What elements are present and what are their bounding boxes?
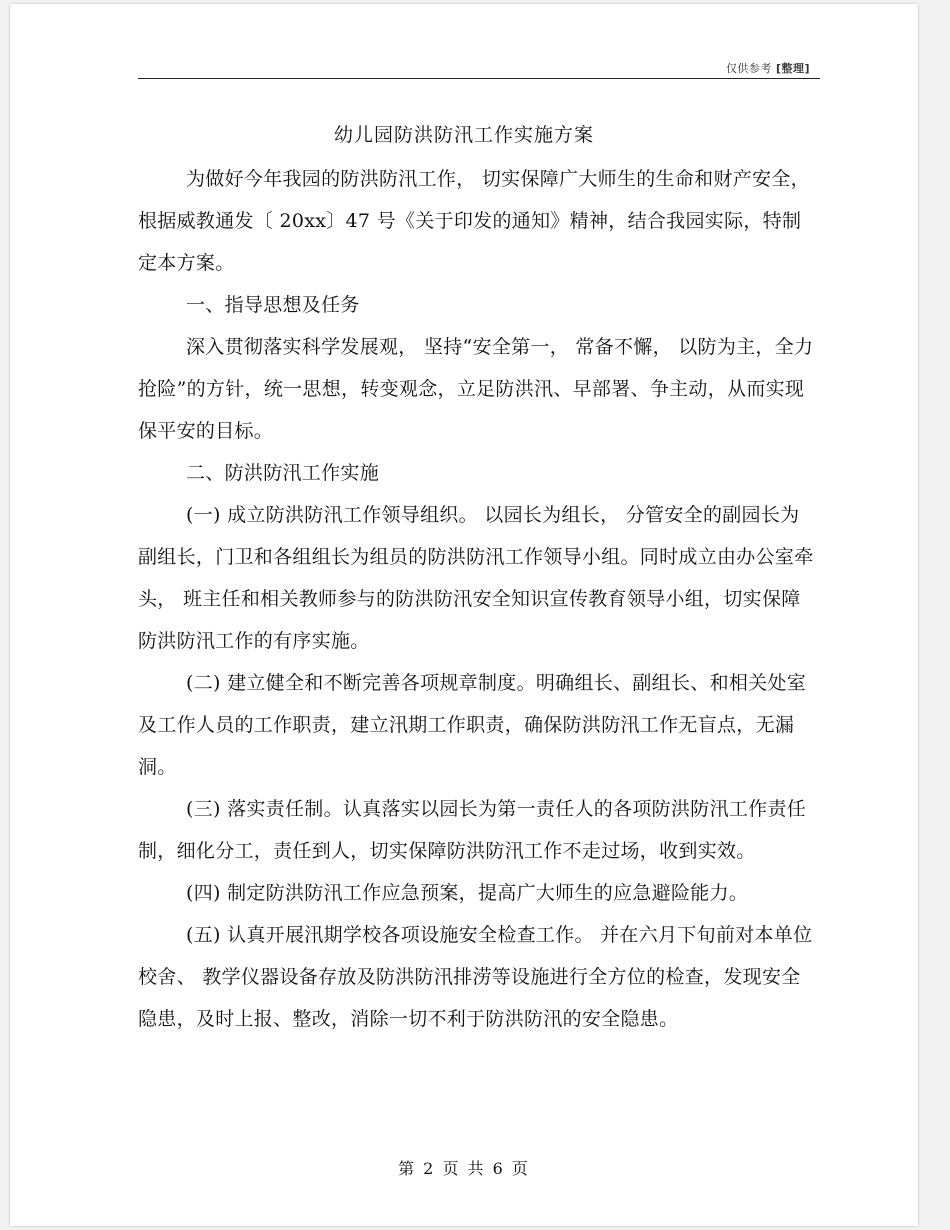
document-page: [10, 4, 918, 1226]
header-note-bracket: [整理]: [775, 62, 810, 75]
paragraph-guiding-principle: 深入贯彻落实科学发展观， 坚持“安全第一， 常备不懈， 以防为主，全力抢险”的方针，统一思想，转变观念，立足防洪汛、早部署、争主动，从而实现保平安的目标。: [138, 336, 814, 442]
paragraph-item-2: (二) 建立健全和不断完善各项规章制度。明确组长、副组长、和相关处室及工作人员的工作职责，建立汛期工作职责，确保防洪防汛工作无盲点，无漏洞。: [138, 672, 807, 778]
page-number: 第 2 页 共 6 页: [398, 1159, 530, 1178]
document-title: 幼儿园防洪防汛工作实施方案: [333, 124, 594, 146]
document-body: [138, 158, 818, 1040]
header-note-prefix: 仅供参考: [725, 62, 772, 75]
header-divider: [138, 78, 820, 79]
paragraph-item-3: (三) 落实责任制。认真落实以园长为第一责任人的各项防洪防汛工作责任制，细化分工，责任到人，切实保障防洪防汛工作不走过场，收到实效。: [138, 798, 807, 862]
paragraph-intro: 为做好今年我园的防洪防汛工作， 切实保障广大师生的生命和财产安全，根据威教通发〔 20xx〕47 号《关于印发的通知》精神，结合我园实际，特制定本方案。: [138, 168, 810, 274]
section-heading-2: 二、防洪防汛工作实施: [186, 462, 380, 484]
paragraph-item-5: (五) 认真开展汛期学校各项设施安全检查工作。 并在六月下旬前对本单位校舍、 教学仪器设备存放及防洪防汛排涝等设施进行全方位的检查，发现安全隐患，及时上报、整改，消除一切不利于防洪防汛的安全隐患。: [138, 924, 813, 1030]
paragraph-item-4: (四) 制定防洪防汛工作应急预案，提高广大师生的应急避险能力。: [186, 882, 749, 904]
section-heading-1: 一、指导思想及任务: [186, 294, 360, 316]
paragraph-item-1: (一) 成立防洪防汛工作领导组织。 以园长为组长， 分管安全的副园长为副组长，门卫和各组组长为组员的防洪防汛工作领导小组。同时成立由办公室牵头， 班主任和相关教师参与的防洪防汛安全知识宣传教育领导小组，切实保障防洪防汛工作的有序实施。: [138, 504, 814, 652]
header-note: [726, 60, 810, 76]
